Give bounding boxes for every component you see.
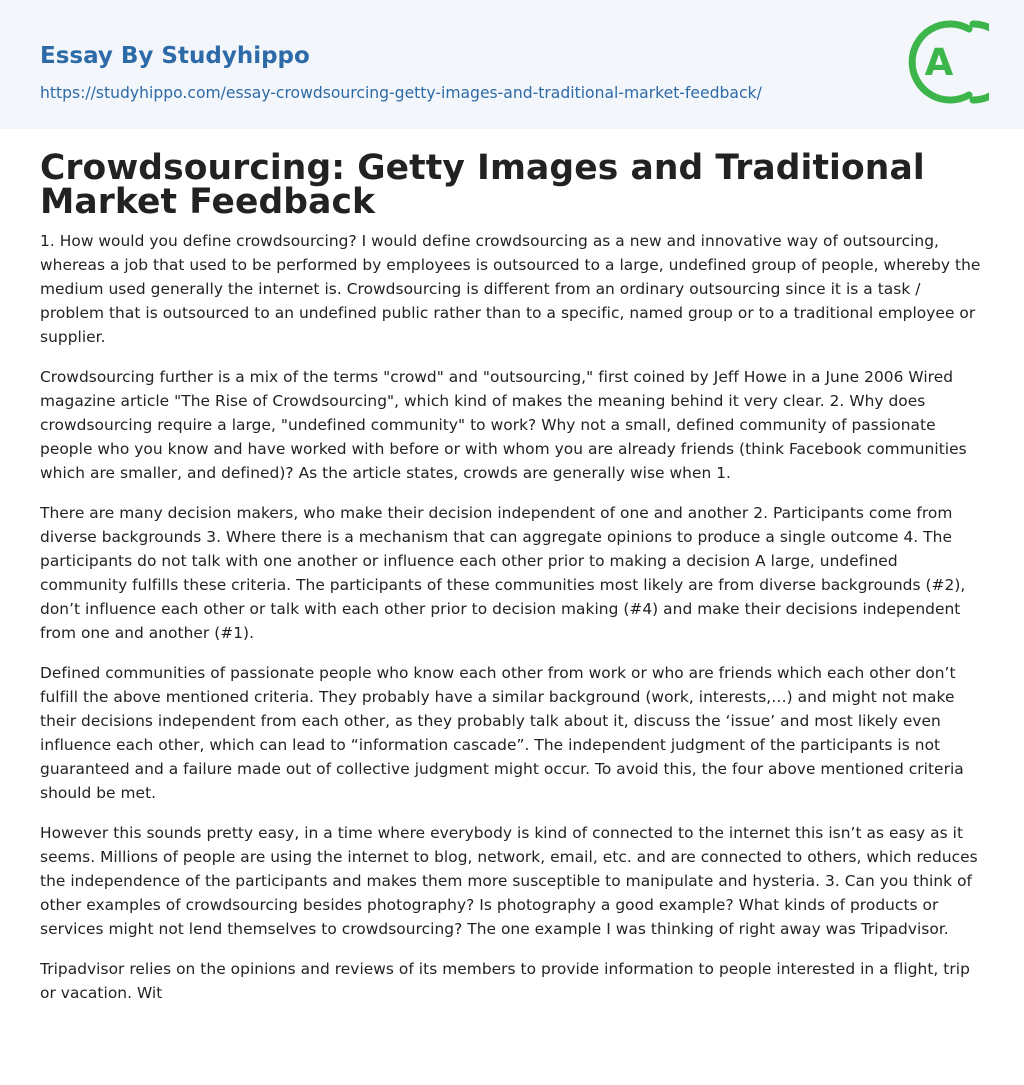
site-header [0, 0, 1024, 129]
paragraph: Crowdsourcing further is a mix of the terms "crowd" and "outsourcing," first coined by Jeff Howe in a June 2006 Wired magazine article "The Rise of Crowdsourcing", which kind of makes the meaning behind it very clear. 2. Why does crowdsourcing require a large, "undefined community" to work? Why not a small, defined community of passionate people who you know and have worked with before or with whom you are already friends (think Facebook communities which are smaller, and defined)? As the article states, crowds are generally wise when 1. [40, 368, 967, 482]
paragraph: 1. How would you define crowdsourcing? I would define crowdsourcing as a new and innovative way of outsourcing, whereas a job that used to be performed by employees is outsourced to a large, undefined group of people, whereby the medium used generally the internet is. Crowdsourcing is different from an ordinary outsourcing since it is a task / problem that is outsourced to an undefined public rather than to a specific, named group or to a traditional employee or supplier. [40, 232, 981, 346]
article [0, 129, 1024, 1005]
paragraph: However this sounds pretty easy, in a time where everybody is kind of connected to the internet this isn’t as easy as it seems. Millions of people are using the internet to blog, network, email, etc. and are connected to others, which reduces the independence of the participants and makes them more susceptible to manipulate and hysteria. 3. Can you think of other examples of crowdsourcing besides photography? Is photography a good example? What kinds of products or services might not lend themselves to crowdsourcing? The one example I was thinking of right away was Tripadvisor. [40, 824, 978, 938]
paragraph: Tripadvisor relies on the opinions and reviews of its members to provide information to people interested in a flight, trip or vacation. Wit [40, 960, 970, 1002]
studyhippo-logo-icon[interactable] [907, 19, 989, 105]
logo-letter: A [924, 41, 954, 84]
article-title: Crowdsourcing: Getty Images and Traditional Market Feedback [40, 148, 925, 222]
paragraph: There are many decision makers, who make their decision independent of one and another 2. Participants come from diverse backgrounds 3. Where there is a mechanism that can aggregate opinions to produce a single outcome 4. The participants do not talk with one another or influence each other prior to making a decision A large, undefined community fulfills these criteria. The participants of these communities most likely are from diverse backgrounds (#2), don’t influence each other or talk with each other prior to decision making (#4) and make their decisions independent from one and another (#1). [40, 504, 966, 642]
essay-url-link[interactable]: https://studyhippo.com/essay-crowdsourcing-getty-images-and-traditional-market-feedback/ [40, 84, 762, 102]
article-body [40, 229, 984, 1005]
paragraph: Defined communities of passionate people who know each other from work or who are friends which each other don’t fulfill the above mentioned criteria. They probably have a similar background (work, interests,…) and might not make their decisions independent from each other, as they probably talk about it, discuss the ‘issue’ and most likely even influence each other, which can lead to “information cascade”. The independent judgment of the participants is not guaranteed and a failure made out of collective judgment might occur. To avoid this, the four above mentioned criteria should be met. [40, 664, 964, 802]
site-brand[interactable]: Essay By Studyhippo [40, 43, 310, 69]
